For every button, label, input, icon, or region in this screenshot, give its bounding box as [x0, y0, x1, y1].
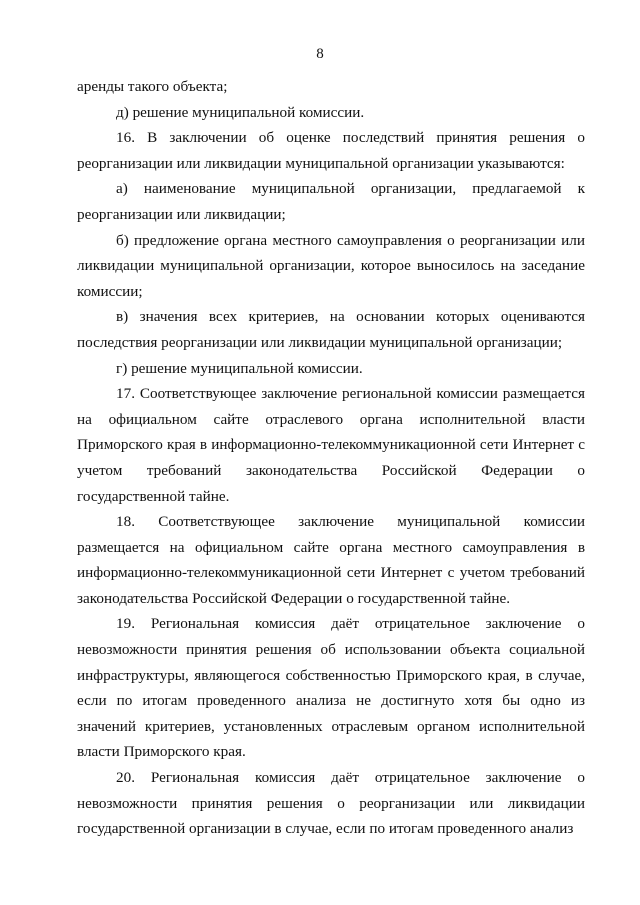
paragraph-18: 18. Соответствующее заключение муниципальной комиссии размещается на официальном сайте органа местного самоуправления в информационно-телекоммуникационной сети Интернет с учетом требований законодательства Российской Федерации о государственной тайне.	[77, 513, 585, 607]
paragraph-16-item-a: а) наименование муниципальной организации, предлагаемой к реорганизации или ликвидации;	[77, 180, 585, 223]
page-number: 8	[316, 46, 324, 62]
paragraph-17: 17. Соответствующее заключение региональной комиссии размещается на официальном сайте отраслевого органа исполнительной власти Приморского края в информационно-телекоммуникационной сети Интернет с учетом требований законодательства Российской Федерации о государственной тайне.	[77, 385, 585, 505]
paragraph-20: 20. Региональная комиссия даёт отрицательное заключение о невозможности принятия решения о реорганизации или ликвидации государственной организации в случае, если по итогам проведенного анализ	[77, 769, 585, 838]
paragraph-16: 16. В заключении об оценке последствий принятия решения о реорганизации или ликвидации муниципальной организации указываются:	[77, 129, 585, 172]
paragraph-continuation: аренды такого объекта;	[77, 78, 228, 95]
paragraph-16-item-b: б) предложение органа местного самоуправления о реорганизации или ликвидации муниципальной организации, которое выносилось на заседание комиссии;	[77, 231, 585, 300]
document-body	[77, 74, 585, 842]
paragraph-19: 19. Региональная комиссия даёт отрицательное заключение о невозможности принятия решения об использовании объекта социальной инфраструктуры, являющегося собственностью Приморского края, в случае, если по итогам проведенного анализа не достигнуто хотя бы одно из значений критериев, установленных отраслевым органом исполнительной власти Приморского края.	[77, 615, 585, 761]
paragraph-16-item-g: г) решение муниципальной комиссии.	[116, 359, 363, 377]
paragraph-16-item-v: в) значения всех критериев, на основании которых оцениваются последствия реорганизации или ликвидации муниципальной организации;	[77, 308, 585, 351]
paragraph-item-d: д) решение муниципальной комиссии.	[116, 103, 365, 121]
